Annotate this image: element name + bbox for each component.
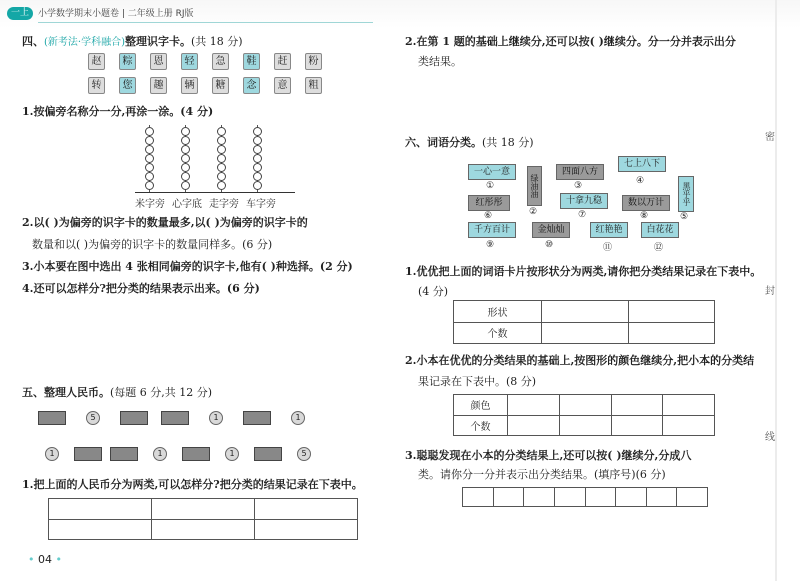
word-number: ⑤ [680,212,689,222]
abacus-label: 米字旁 [135,199,165,210]
grade-tag: 一上 [7,7,33,20]
word-card: 四面八方 [556,164,604,180]
abacus-bead [145,136,154,145]
word-number: ② [529,207,538,217]
char-card: 急 [212,53,229,70]
coin-icon: 1 [291,411,305,425]
word-number: ⑥ [484,211,493,221]
binding-mark-2: 封 [765,286,775,297]
section5-heading: 五、整理人民币。(每题 6 分,共 12 分) [22,386,213,399]
binding-mark-3: 线 [765,432,775,443]
s4-q3: 3.小本要在图中选出 4 张相同偏旁的识字卡,他有( )种选择。(2 分) [22,260,353,273]
char-card: 鞋 [243,53,260,70]
header-divider [38,22,373,23]
word-number: ③ [574,181,583,191]
s6-q1-line2: (4 分) [418,285,449,298]
s6-q3-boxes [462,487,708,507]
header-title: 小学数学期末小题卷 | 二年级上册 RJ版 [38,9,194,19]
abacus-bead [145,127,154,136]
r-q2-line1: 2.在第 1 题的基础上继续分,还可以按( )继续分。分一分并表示出分 [405,35,736,48]
abacus-bead [145,172,154,181]
char-card: 辆 [181,77,198,94]
char-card: 糖 [212,77,229,94]
abacus-bead [217,181,226,190]
abacus-label: 心字底 [172,199,202,210]
s6-q3-line2: 类。请你分一分并表示出分类结果。(填序号)(6 分) [418,468,666,481]
coin-icon: 1 [209,411,223,425]
char-card: 转 [88,77,105,94]
page-number: • 04 • [28,553,62,566]
char-card: 粗 [305,77,322,94]
word-card: 白花花 [641,222,679,238]
word-card: 十拿九稳 [560,193,608,209]
banknote-icon [110,447,138,461]
r-q2-line2: 类结果。 [418,55,462,68]
coin-icon: 5 [297,447,311,461]
abacus-bead [217,154,226,163]
char-card: 粉 [305,53,322,70]
word-number: ④ [636,176,645,186]
abacus-bead [181,163,190,172]
coin-icon: 1 [225,447,239,461]
abacus-bead [181,181,190,190]
s6-table2: 颜色 个数 [453,394,715,436]
banknote-icon [182,447,210,461]
char-card: 念 [243,77,260,94]
abacus-label: 车字旁 [246,199,276,210]
abacus-base [135,192,295,193]
coin-icon: 1 [153,447,167,461]
abacus-bead [181,145,190,154]
abacus-bead [217,163,226,172]
abacus-bead [217,145,226,154]
banknote-icon [120,411,148,425]
char-card: 趣 [150,77,167,94]
abacus-label: 走字旁 [209,199,239,210]
char-card: 赵 [88,53,105,70]
abacus-bead [253,154,262,163]
abacus-bead [181,127,190,136]
char-card: 赶 [274,53,291,70]
s6-q2-line1: 2.小本在优优的分类结果的基础上,按图形的颜色继续分,把小本的分类结 [405,354,755,367]
s6-q1-line1: 1.优优把上面的词语卡片按形状分为两类,请你把分类结果记录在下表中。 [405,265,762,278]
coin-icon: 5 [86,411,100,425]
word-card: 七上八下 [618,156,666,172]
s5-answer-table [48,498,358,540]
s6-table1: 形状 个数 [453,300,715,344]
word-number: ⑩ [545,240,554,250]
abacus-bead [181,154,190,163]
word-number: ⑧ [640,211,649,221]
abacus-bead [253,145,262,154]
s5-q1: 1.把上面的人民币分为两类,可以怎样分?把分类的结果记录在下表中。 [22,478,363,491]
abacus-bead [181,136,190,145]
abacus-bead [253,163,262,172]
word-card: 红彤彤 [468,195,510,211]
word-card: 金灿灿 [532,222,570,238]
banknote-icon [74,447,102,461]
s6-q3-line1: 3.聪聪发现在小本的分类结果上,还可以按( )继续分,分成八 [405,449,692,462]
abacus-bead [217,172,226,181]
char-card: 意 [274,77,291,94]
word-number: ① [486,181,495,191]
abacus-bead [253,181,262,190]
binding-mark-1: 密 [765,132,775,143]
banknote-icon [243,411,271,425]
s4-q4: 4.还可以怎样分?把分类的结果表示出来。(6 分) [22,282,260,295]
binding-line [775,0,777,581]
word-card: 千方百计 [468,222,516,238]
word-number: ⑪ [603,243,613,253]
word-card: 数以万计 [622,195,670,211]
s4-q2-line1: 2.以( )为偏旁的识字卡的数量最多,以( )为偏旁的识字卡的 [22,216,308,229]
abacus-bead [145,181,154,190]
section6-heading: 六、词语分类。(共 18 分) [405,136,534,149]
char-card: 您 [119,77,136,94]
abacus-bead [145,154,154,163]
abacus-bead [217,127,226,136]
word-card: 绿油油 [527,166,542,206]
banknote-icon [161,411,189,425]
word-number: ⑫ [654,243,664,253]
s4-q2-line2: 数量和以( )为偏旁的识字卡的数量同样多。(6 分) [32,238,273,251]
s4-q1: 1.按偏旁名称分一分,再涂一涂。(4 分) [22,105,214,118]
abacus-bead [145,145,154,154]
section4-heading: 四、(新考法·学科融合)整理识字卡。(共 18 分) [22,35,243,48]
abacus-bead [181,172,190,181]
coin-icon: 1 [45,447,59,461]
word-card: 一心一意 [468,164,516,180]
s6-q2-line2: 果记录在下表中。(8 分) [418,375,537,388]
word-card: 红艳艳 [590,222,628,238]
char-card: 粽 [119,53,136,70]
abacus-bead [217,136,226,145]
banknote-icon [254,447,282,461]
char-card: 恩 [150,53,167,70]
abacus-bead [253,172,262,181]
abacus-bead [145,163,154,172]
abacus-bead [253,127,262,136]
word-number: ⑦ [578,210,587,220]
word-number: ⑨ [486,240,495,250]
abacus-bead [253,136,262,145]
char-card: 轻 [181,53,198,70]
word-card: 黑乎乎 [678,176,694,212]
banknote-icon [38,411,66,425]
